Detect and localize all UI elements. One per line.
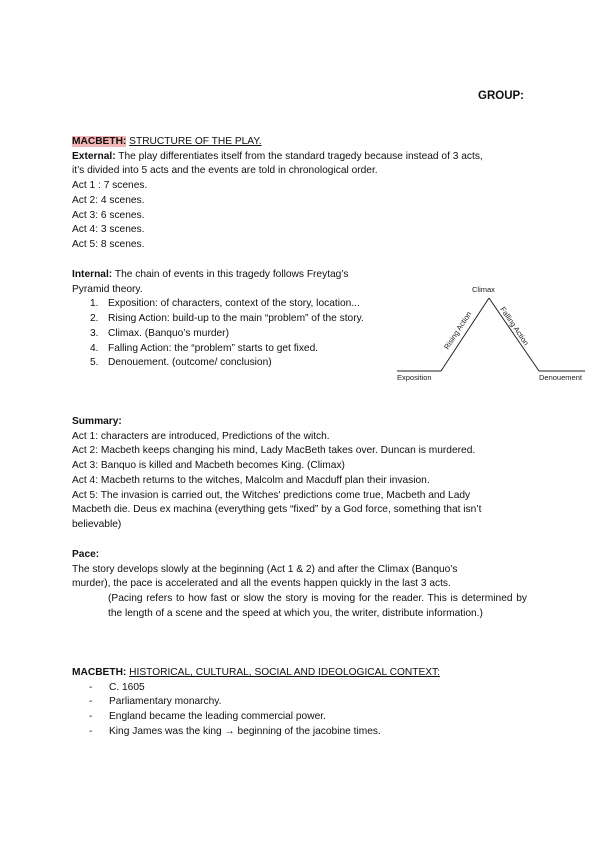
rising-action-label: Rising Action: [442, 309, 474, 352]
pace-line: The story develops slowly at the beginning (Act 1 & 2) and after the Climax (Banquo’s: [72, 563, 458, 575]
rising-action-line: [441, 298, 489, 371]
structure-heading: [72, 135, 542, 150]
act-line: Act 4: 3 scenes.: [72, 224, 145, 236]
act-line: Act 2: 4 scenes.: [72, 194, 145, 206]
list-item: - C. 1605: [89, 681, 145, 693]
internal-line-1: [72, 268, 384, 283]
external-line-2: it’s divided into 5 acts and the events are told in chronological order.: [72, 165, 378, 177]
summary-line: Macbeth die. Deus ex machina (everything gets “fixed” by a God force, something that isn’t: [72, 504, 482, 516]
list-item: - King James was the king → beginning of the jacobine times.: [89, 725, 381, 737]
act-line: Act 3: 6 scenes.: [72, 209, 145, 221]
internal-section: [72, 268, 384, 371]
summary-line: Act 2: Macbeth keeps changing his mind, Lady MacBeth takes over. Duncan is murdered.: [72, 445, 476, 457]
pace-line: murder), the pace is accelerated and all the events happen quickly in the last 3 acts.: [72, 578, 451, 590]
structure-section: [72, 135, 542, 253]
context-section: [72, 666, 542, 740]
list-item: 5. Denouement. (outcome/ conclusion): [90, 357, 272, 369]
context-heading: [72, 666, 542, 681]
internal-label: Internal:: [72, 269, 113, 280]
falling-action-label: Falling Action: [498, 305, 531, 348]
list-item: - England became the leading commercial power.: [89, 711, 326, 723]
summary-line: believable): [72, 518, 122, 530]
list-item: - Parliamentary monarchy.: [89, 696, 222, 708]
act-line: Act 5: 8 scenes.: [72, 238, 145, 250]
group-label: GROUP:: [478, 90, 524, 102]
freytag-pyramid-diagram: [393, 278, 593, 388]
structure-heading-sub: STRUCTURE OF THE PLAY.: [129, 136, 262, 147]
external-text-1: The play differentiates itself from the standard tragedy because instead of 3 acts,: [115, 150, 483, 162]
context-heading-title: MACBETH:: [72, 667, 127, 678]
climax-label: Climax: [472, 285, 495, 294]
act-line: Act 1 : 7 scenes.: [72, 180, 148, 192]
internal-text-1: The chain of events in this tragedy follows Freytag’s: [112, 269, 349, 280]
summary-line: Act 3: Banquo is killed and Macbeth becomes King. (Climax): [72, 460, 345, 472]
list-item: 1. Exposition: of characters, context of the story, location...: [90, 298, 360, 310]
pace-section: [72, 548, 542, 592]
list-item: 3. Climax. (Banquo’s murder): [90, 327, 229, 339]
internal-line-2: Pyramid theory.: [72, 283, 143, 295]
pace-note: (Pacing refers to how fast or slow the story is moving for the reader. This is determined by the length of a scene and the speed at which you, the writer, distribute information.): [108, 593, 527, 619]
exposition-label: Exposition: [397, 373, 432, 382]
summary-section: [72, 415, 542, 533]
summary-line: Act 5: The invasion is carried out, the Witches' predictions come true, Macbeth and Lady: [72, 489, 471, 501]
denouement-label: Denouement: [539, 373, 582, 382]
freytag-list: [90, 297, 384, 371]
summary-line: Act 4: Macbeth returns to the witches, Malcolm and Macduff plan their invasion.: [72, 474, 430, 486]
falling-action-line: [489, 298, 539, 371]
structure-heading-title: MACBETH:: [72, 136, 127, 147]
list-item: 4. Falling Action: the “problem” starts to get fixed.: [90, 342, 319, 354]
context-heading-sub: HISTORICAL, CULTURAL, SOCIAL AND IDEOLOGICAL CONTEXT:: [129, 667, 440, 678]
summary-line: Act 1: characters are introduced, Predictions of the witch.: [72, 430, 330, 442]
external-line-1: [72, 150, 542, 165]
context-list: [89, 681, 542, 740]
list-item: 2. Rising Action: build-up to the main “problem” of the story.: [90, 313, 364, 325]
external-label: External:: [72, 150, 116, 162]
summary-heading: Summary:: [72, 416, 122, 427]
pace-heading: Pace:: [72, 549, 100, 560]
